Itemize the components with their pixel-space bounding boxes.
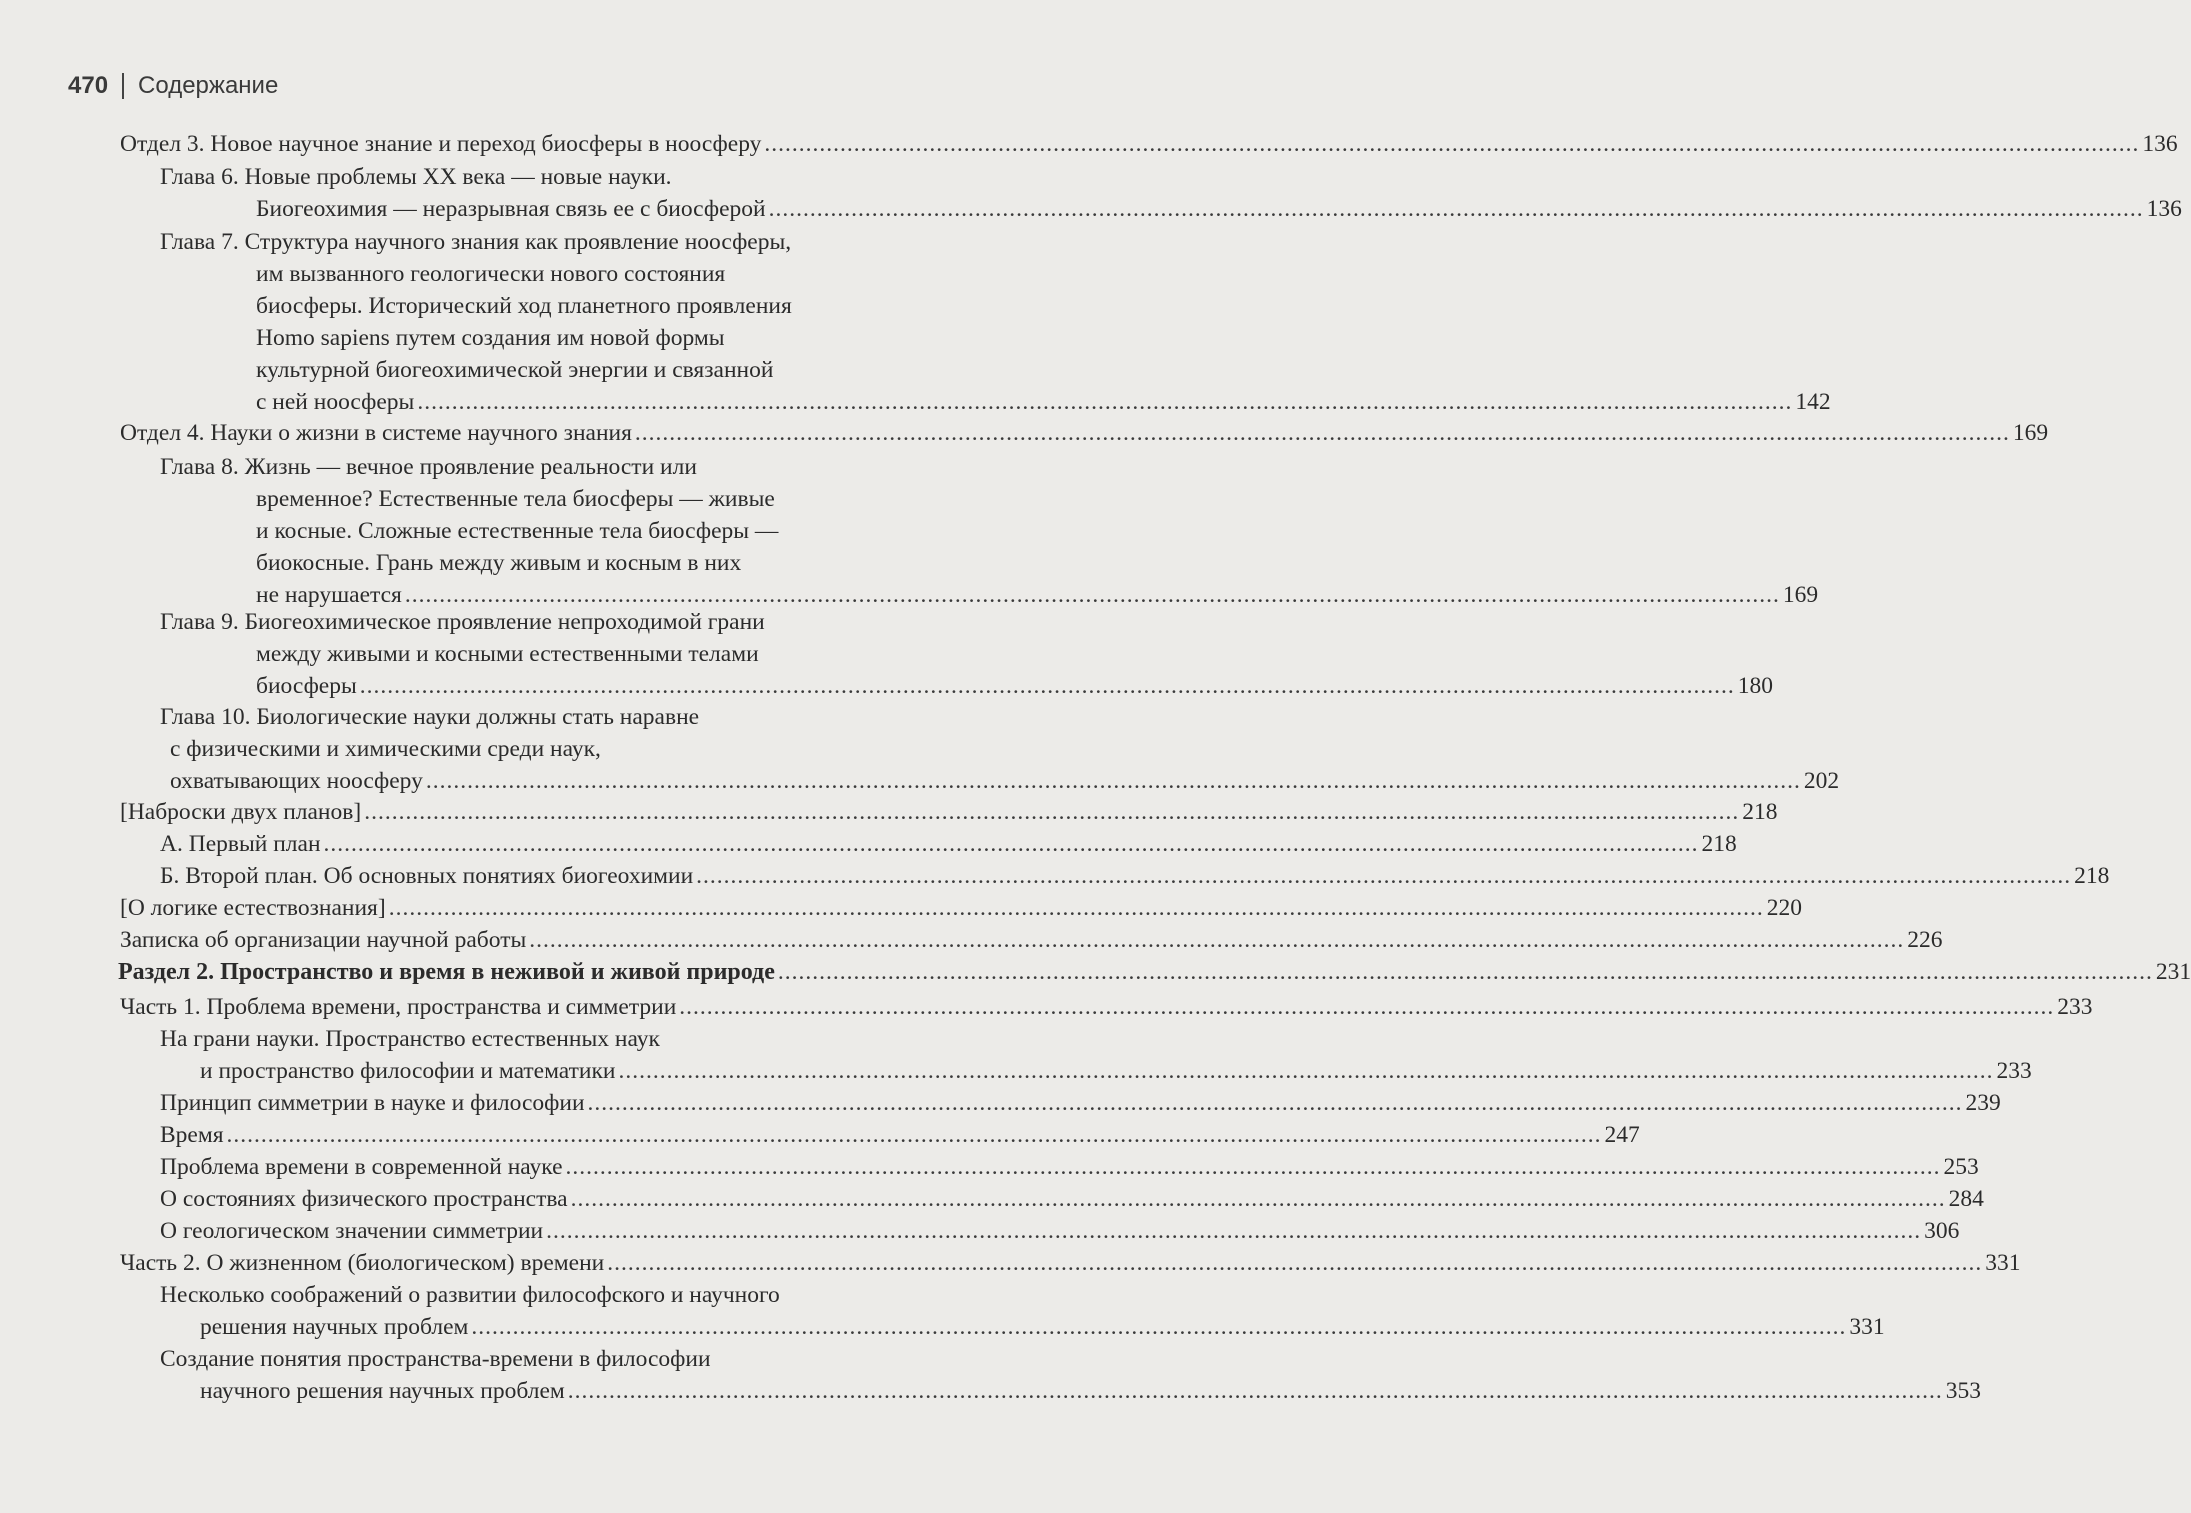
toc-entry-line: Создание понятия пространства-времени в философии bbox=[160, 1346, 711, 1372]
toc-entry-line: и косные. Сложные естественные тела биосферы — bbox=[256, 518, 779, 544]
toc-entry-title: и пространство философии и математики bbox=[200, 1058, 616, 1084]
dot-leader: ........................................................................................................................................................................................................ bbox=[768, 196, 2144, 222]
dot-leader: ........................................................................................................................................................................................................ bbox=[546, 1218, 1922, 1244]
dot-leader: ........................................................................................................................................................................................................ bbox=[364, 799, 1740, 825]
toc-entry-line bbox=[120, 1247, 2021, 1279]
toc-entry-line bbox=[160, 1183, 1984, 1215]
toc-entry-line bbox=[160, 860, 2110, 892]
dot-leader: ........................................................................................................................................................................................................ bbox=[417, 389, 1793, 415]
toc-entry-line bbox=[118, 956, 2191, 988]
running-header bbox=[68, 72, 278, 100]
toc-entry-title: Принцип симметрии в науке и философии bbox=[160, 1090, 585, 1116]
dot-leader: ........................................................................................................................................................................................................ bbox=[679, 994, 2055, 1020]
dot-leader: ........................................................................................................................................................................................................ bbox=[323, 831, 1699, 857]
page-number: 470 bbox=[68, 72, 109, 99]
header-separator bbox=[122, 73, 124, 99]
toc-entry-line bbox=[120, 417, 2049, 449]
toc-page-number: 239 bbox=[1965, 1090, 2001, 1116]
dot-leader: ........................................................................................................................................................................................................ bbox=[764, 131, 2140, 157]
dot-leader: ........................................................................................................................................................................................................ bbox=[529, 927, 1905, 953]
toc-entry-title: не нарушается bbox=[256, 582, 402, 608]
dot-leader: ........................................................................................................................................................................................................ bbox=[425, 768, 1801, 794]
toc-entry-line: между живыми и косными естественными телами bbox=[256, 641, 759, 667]
toc-page-number: 331 bbox=[1985, 1250, 2021, 1276]
toc-entry-line: культурной биогеохимической энергии и связанной bbox=[256, 357, 774, 383]
toc-entry-title: Время bbox=[160, 1122, 224, 1148]
dot-leader: ........................................................................................................................................................................................................ bbox=[565, 1154, 1941, 1180]
toc-entry-title: О геологическом значении симметрии bbox=[160, 1218, 544, 1244]
toc-entry-title: [О логике естествознания] bbox=[120, 895, 386, 921]
toc-page-number: 180 bbox=[1737, 673, 1774, 699]
toc-page-number: 331 bbox=[1849, 1314, 1885, 1340]
toc-entry-line bbox=[256, 386, 1831, 418]
toc-entry-line bbox=[120, 924, 1943, 956]
toc-entry-line: Глава 8. Жизнь — вечное проявление реальности или bbox=[160, 454, 697, 480]
toc-page-number: 233 bbox=[2057, 994, 2093, 1020]
toc-entry-line: Глава 6. Новые проблемы XX века — новые науки. bbox=[160, 164, 672, 190]
toc-page-number: 169 bbox=[1782, 582, 1819, 608]
toc-page-number: 218 bbox=[1742, 799, 1778, 825]
dot-leader: ........................................................................................................................................................................................................ bbox=[696, 863, 2072, 889]
toc-entry-line bbox=[120, 991, 2093, 1023]
dot-leader: ........................................................................................................................................................................................................ bbox=[226, 1122, 1602, 1148]
toc-entry-line: Homo sapiens путем создания им новой формы bbox=[256, 325, 725, 351]
toc-entry-line bbox=[160, 1215, 1960, 1247]
toc-entry-line bbox=[256, 193, 2182, 225]
toc-entry-line: Несколько соображений о развитии философского и научного bbox=[160, 1282, 780, 1308]
toc-entry-title: решения научных проблем bbox=[200, 1314, 469, 1340]
toc-entry-line bbox=[170, 765, 1840, 797]
toc-page-number: 218 bbox=[2074, 863, 2110, 889]
toc-page-number: 353 bbox=[1945, 1378, 1982, 1404]
toc-page-number: 226 bbox=[1907, 927, 1943, 953]
dot-leader: ........................................................................................................................................................................................................ bbox=[618, 1058, 1994, 1084]
toc-page-number: 218 bbox=[1701, 831, 1737, 857]
dot-leader: ........................................................................................................................................................................................................ bbox=[607, 1250, 1983, 1276]
dot-leader: ........................................................................................................................................................................................................ bbox=[567, 1378, 1943, 1404]
toc-page-number: 231 bbox=[2155, 959, 2191, 985]
toc-entry-line: с физическими и химическими среди наук, bbox=[170, 736, 601, 762]
dot-leader: ........................................................................................................................................................................................................ bbox=[471, 1314, 1847, 1340]
toc-page-number: 306 bbox=[1924, 1218, 1960, 1244]
dot-leader: ........................................................................................................................................................................................................ bbox=[634, 420, 2010, 446]
toc-page-number: 220 bbox=[1766, 895, 1802, 921]
running-header-title: Содержание bbox=[138, 72, 279, 99]
toc-entry-title: Отдел 4. Науки о жизни в системе научного знания bbox=[120, 420, 632, 446]
toc-entry-line bbox=[160, 1151, 1979, 1183]
toc-entry-line bbox=[200, 1055, 2032, 1087]
toc-entry-line bbox=[120, 892, 1802, 924]
toc-entry-title: Раздел 2. Пространство и время в неживой и живой природе bbox=[118, 959, 775, 985]
toc-entry-line bbox=[120, 128, 2178, 160]
toc-entry-line: биосферы. Исторический ход планетного проявления bbox=[256, 293, 792, 319]
toc-entry-title: Часть 2. О жизненном (биологическом) времени bbox=[120, 1250, 605, 1276]
toc-entry-line: им вызванного геологически нового состояния bbox=[256, 261, 726, 287]
toc-page-number: 202 bbox=[1803, 768, 1840, 794]
toc-entry-line bbox=[120, 796, 1778, 828]
toc-entry-title: Записка об организации научной работы bbox=[120, 927, 527, 953]
toc-entry-line bbox=[160, 828, 1737, 860]
toc-entry-title: Б. Второй план. Об основных понятиях биогеохимии bbox=[160, 863, 694, 889]
toc-entry-line: На грани науки. Пространство естественных наук bbox=[160, 1026, 660, 1052]
toc-page-number: 169 bbox=[2012, 420, 2049, 446]
toc-entry-title: биосферы bbox=[256, 673, 357, 699]
dot-leader: ........................................................................................................................................................................................................ bbox=[359, 673, 1735, 699]
toc-entry-line bbox=[200, 1375, 1982, 1407]
toc-page-number: 284 bbox=[1948, 1186, 1984, 1212]
toc-entry-title: Отдел 3. Новое научное знание и переход биосферы в ноосферу bbox=[120, 131, 762, 157]
toc-entry-line: временное? Естественные тела биосферы — живые bbox=[256, 486, 775, 512]
toc-page-number: 136 bbox=[2142, 131, 2178, 157]
toc-page-number: 142 bbox=[1795, 389, 1831, 415]
toc-entry-title: А. Первый план bbox=[160, 831, 321, 857]
toc-entry-title: Часть 1. Проблема времени, пространства и симметрии bbox=[120, 994, 677, 1020]
toc-page-number: 253 bbox=[1943, 1154, 1979, 1180]
dot-leader: ........................................................................................................................................................................................................ bbox=[404, 582, 1780, 608]
toc-entry-title: Биогеохимия — неразрывная связь ее с биосферой bbox=[256, 196, 766, 222]
toc-entry-title: [Наброски двух планов] bbox=[120, 799, 362, 825]
toc-entry-title: Проблема времени в современной науке bbox=[160, 1154, 563, 1180]
dot-leader: ........................................................................................................................................................................................................ bbox=[388, 895, 1764, 921]
toc-entry-line bbox=[160, 1119, 1640, 1151]
toc-entry-line: Глава 10. Биологические науки должны стать наравне bbox=[160, 704, 700, 730]
toc-entry-title: с ней ноосферы bbox=[256, 389, 415, 415]
toc-entry-title: О состояниях физического пространства bbox=[160, 1186, 568, 1212]
toc-entry-title: охватывающих ноосферу bbox=[170, 768, 423, 794]
dot-leader: ........................................................................................................................................................................................................ bbox=[777, 959, 2153, 985]
toc-entry-line bbox=[160, 1087, 2001, 1119]
toc-entry-line: Глава 9. Биогеохимическое проявление непроходимой грани bbox=[160, 609, 765, 635]
toc-entry-line: биокосные. Грань между живым и косным в них bbox=[256, 550, 742, 576]
toc-page-number: 247 bbox=[1604, 1122, 1640, 1148]
toc-entry-line: Глава 7. Структура научного знания как проявление ноосферы, bbox=[160, 229, 792, 255]
toc-entry-title: научного решения научных проблем bbox=[200, 1378, 565, 1404]
toc-page-number: 233 bbox=[1996, 1058, 2032, 1084]
dot-leader: ........................................................................................................................................................................................................ bbox=[587, 1090, 1963, 1116]
toc-entry-line bbox=[256, 670, 1774, 702]
dot-leader: ........................................................................................................................................................................................................ bbox=[570, 1186, 1946, 1212]
toc-entry-line bbox=[200, 1311, 1885, 1343]
toc-page-number: 136 bbox=[2146, 196, 2182, 222]
